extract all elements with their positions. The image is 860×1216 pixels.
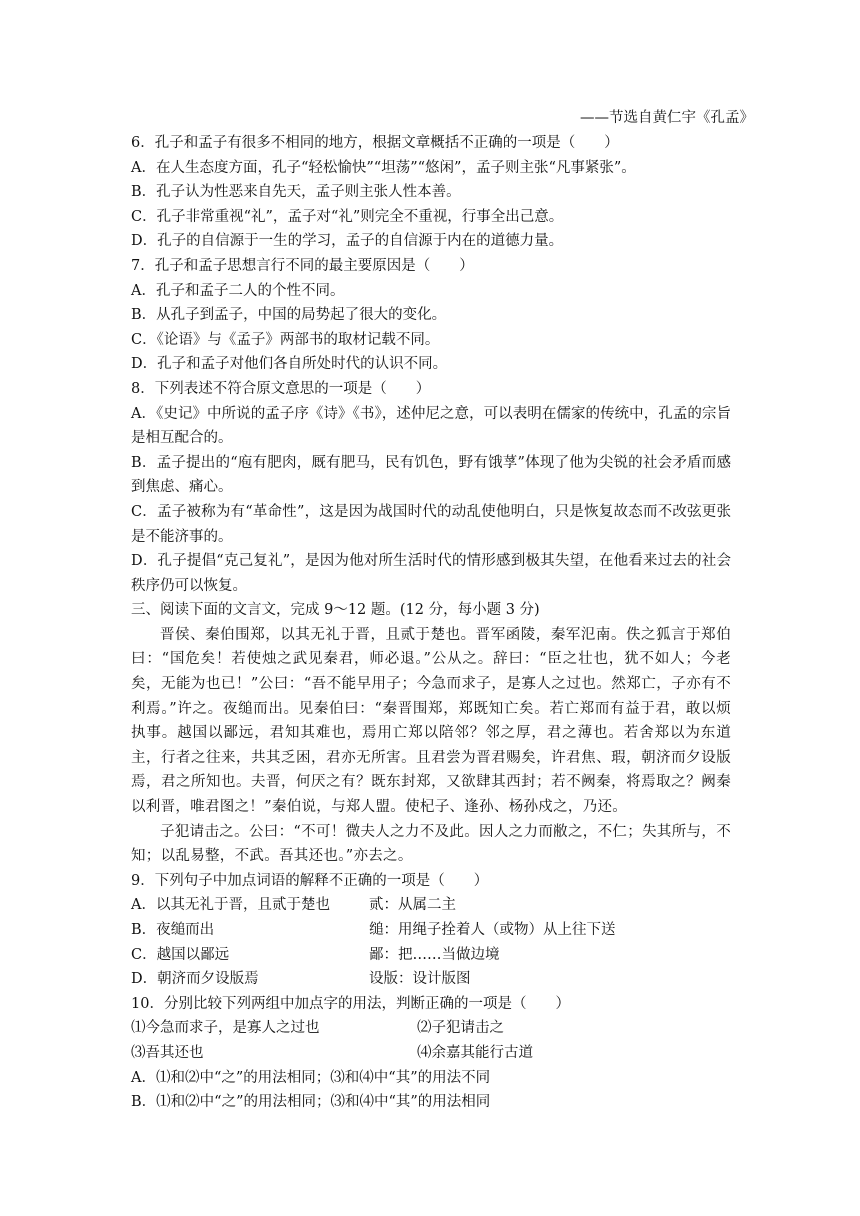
question-9-option-c	[131, 943, 731, 968]
question-7-option-c: C．《论语》与《孟子》两部书的取材记载不同。	[131, 331, 440, 348]
section-3-heading: 三、阅读下面的文言文，完成 9～12 题。(12 分，每小题 3 分)	[131, 602, 540, 619]
question-6-stem: 6．孔子和孟子有很多不相同的地方，根据文章概括不正确的一项是（ ）	[131, 135, 619, 151]
question-6-option-c: C．孔子非常重视“礼”，孟子对“礼”则完全不重视，行事全出己意。	[131, 208, 564, 225]
question-7-option-b: B．从孔子到孟子，中国的局势起了很大的变化。	[131, 307, 447, 324]
question-6-option-d: D．孔子的自信源于一生的学习，孟子的自信源于内在的道德力量。	[131, 233, 564, 250]
question-8-option-c: C．孟子被称为有“革命性”，这是因为战国时代的动乱使他明白，只是恢复故态而不改弦更张是不能济事的。	[131, 503, 731, 545]
question-9-option-d	[131, 967, 731, 992]
question-6-option-a: A．在人生态度方面，孔子“轻松愉快”“坦荡”“悠闲”，孟子则主张“凡事紧张”。	[131, 159, 636, 176]
sentence-2: ⑵子犯请击之	[417, 1020, 504, 1037]
classical-passage-paragraph-1: 晋侯、秦伯围郑，以其无礼于晋，且贰于楚也。晋军函陵，秦军氾南。佚之狐言于郑伯曰：“国危矣！若使烛之武见秦君，师必退。”公从之。辞曰：“臣之壮也，犹不如人；今老矣，无能为也已！”公曰：“吾不能早用子；今急而求子，是寡人之过也。然郑亡，子亦有不利焉。”许之。夜缒而出。见秦伯曰：“秦晋围郑，郑既知亡矣。若亡郑而有益于君，敢以烦执事。越国以鄙远，君知其难也，焉用亡郑以陪邻？邻之厚，君之薄也。若舍郑以为东道主，行者之往来，共其乏困，君亦无所害。且君尝为晋君赐矣，许君焦、瑕，朝济而夕设版焉，君之所知也。夫晋，何厌之有？既东封郑，又欲肆其西封；若不阙秦，将焉取之？阙秦以利晋，唯君图之！”秦伯说，与郑人盟。使杞子、逢孙、杨孙戍之，乃还。	[131, 626, 731, 816]
option-gloss: 设版：设计版图	[369, 971, 471, 988]
question-7-stem: 7．孔子和孟子思想言行不同的最主要原因是（ ）	[131, 257, 474, 274]
question-10-option-a: A．⑴和⑵中“之”的用法相同；⑶和⑷中“其”的用法不同	[131, 1069, 491, 1086]
question-9-stem: 9．下列句子中加点词语的解释不正确的一项是（ ）	[131, 872, 489, 889]
option-sentence: D．朝济而夕设版焉	[131, 971, 259, 988]
question-10-pair-2	[131, 1041, 731, 1066]
question-10-stem: 10．分别比较下列两组中加点字的用法，判断正确的一项是（ ）	[131, 995, 570, 1012]
question-10-option-b: B．⑴和⑵中“之”的用法相同；⑶和⑷中“其”的用法相同	[131, 1094, 491, 1111]
question-8-option-b: B．孟子提出的“庖有肥肉，厩有肥马，民有饥色，野有饿莩”体现了他为尖锐的社会矛盾而感到焦虑、痛心。	[131, 454, 731, 496]
question-6-option-b: B．孔子认为性恶来自先天，孟子则主张人性本善。	[131, 184, 461, 201]
question-9-option-b	[131, 918, 731, 943]
sentence-3: ⑶吾其还也	[131, 1044, 204, 1061]
question-7-option-d: D．孔子和孟子对他们各自所处时代的认识不同。	[131, 356, 448, 373]
question-7-option-a: A．孔子和孟子二人的个性不同。	[131, 282, 345, 299]
question-8-option-a: A．《史记》中所说的孟子序《诗》《书》，述仲尼之意，可以表明在儒家的传统中，孔孟的宗旨是相互配合的。	[131, 405, 731, 447]
sentence-1: ⑴今急而求子，是寡人之过也	[131, 1020, 320, 1037]
option-sentence: B．夜缒而出	[131, 922, 215, 938]
sentence-4: ⑷余嘉其能行古道	[417, 1044, 533, 1061]
option-sentence: C．越国以鄙远	[131, 946, 230, 963]
question-8-stem: 8．下列表述不符合原文意思的一项是（ ）	[131, 380, 431, 397]
option-gloss: 缒：用绳子拴着人（或物）从上往下送	[369, 922, 616, 938]
question-8-option-d: D．孔子提倡“克己复礼”，是因为他对所生活时代的情形感到极其失望，在他看来过去的社会秩序仍可以恢复。	[131, 553, 731, 594]
option-gloss: 贰：从属二主	[369, 897, 456, 914]
question-9-option-a	[131, 893, 731, 918]
option-sentence: A．以其无礼于晋，且贰于楚也	[131, 897, 330, 914]
questions-content	[131, 131, 731, 1115]
question-10-pair-1	[131, 1016, 731, 1041]
classical-passage-paragraph-2: 子犯请击之。公曰：“不可！微夫人之力不及此。因人之力而敝之，不仁；失其所与，不知；以乱易整，不武。吾其还也。”亦去之。	[131, 823, 731, 865]
source-citation: ——节选自黄仁宇《孔孟》	[580, 110, 754, 126]
option-gloss: 鄙：把……当做边境	[369, 946, 500, 963]
